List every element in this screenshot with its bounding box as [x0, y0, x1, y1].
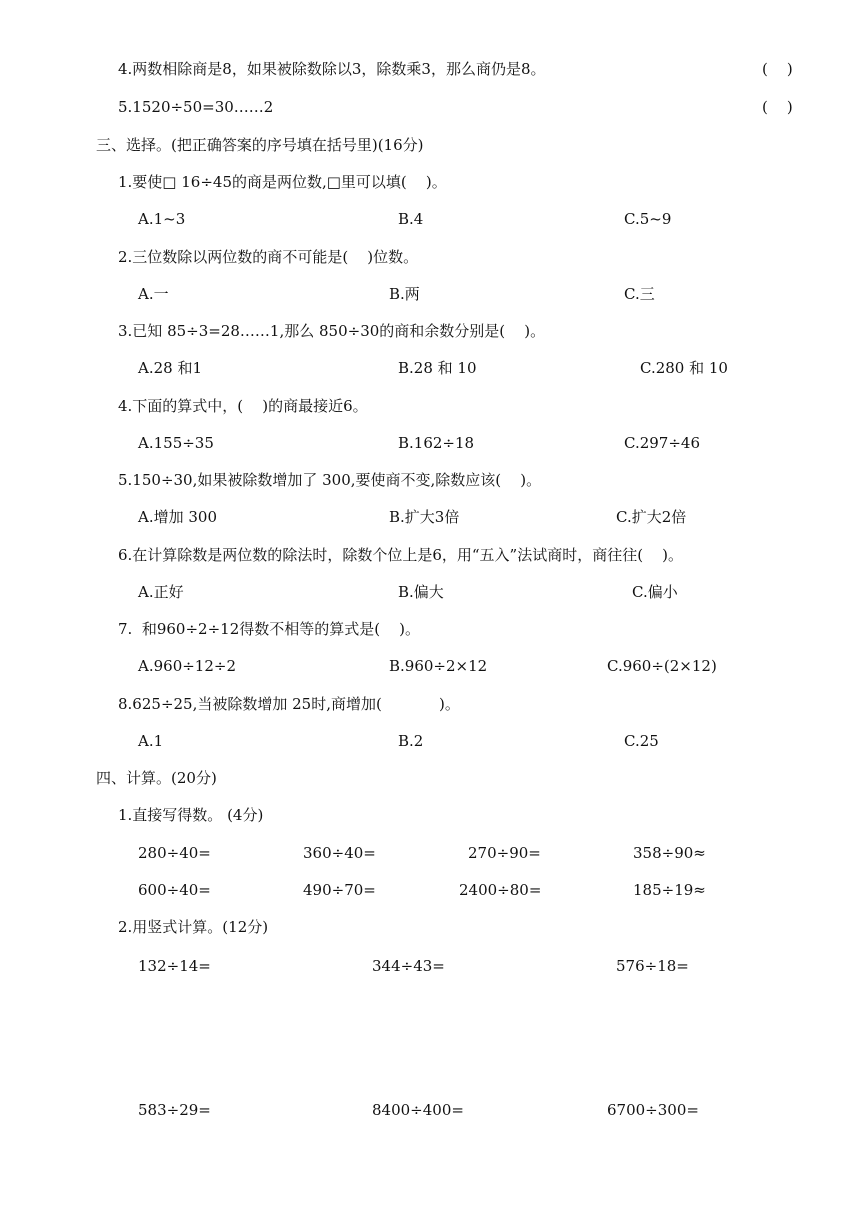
- choice-2-option-c[interactable]: C.三: [624, 285, 655, 303]
- choice-6-option-b[interactable]: B.偏大: [398, 583, 444, 601]
- choice-question-7: 7. 和960÷2÷12得数不相等的算式是( )。: [118, 620, 421, 638]
- choice-question-2: 2.三位数除以两位数的商不可能是( )位数。: [118, 248, 419, 266]
- direct-calc-item[interactable]: 490÷70=: [303, 881, 376, 899]
- direct-calc-item[interactable]: 270÷90=: [468, 844, 541, 862]
- choice-4-option-a[interactable]: A.155÷35: [138, 434, 214, 452]
- choice-1-option-c[interactable]: C.5~9: [624, 210, 672, 228]
- choice-8-option-c[interactable]: C.25: [624, 732, 659, 750]
- vertical-calc-item[interactable]: 8400÷400=: [372, 1101, 464, 1119]
- choice-question-5: 5.150÷30,如果被除数增加了 300,要使商不变,除数应该( )。: [118, 471, 542, 489]
- answer-blank-5[interactable]: ( ): [762, 98, 793, 116]
- choice-7-option-c[interactable]: C.960÷(2×12): [607, 657, 717, 675]
- choice-3-option-b[interactable]: B.28 和 10: [398, 359, 477, 377]
- choice-5-option-a[interactable]: A.增加 300: [138, 508, 217, 526]
- judge-item-4: 4.两数相除商是8，如果被除数除以3，除数乘3，那么商仍是8。: [118, 60, 546, 78]
- section-heading-choice: 三、选择。(把正确答案的序号填在括号里)(16分): [96, 136, 424, 154]
- vertical-calc-item[interactable]: 132÷14=: [138, 957, 211, 975]
- choice-4-option-b[interactable]: B.162÷18: [398, 434, 475, 452]
- choice-2-option-a[interactable]: A.一: [138, 285, 169, 303]
- choice-2-option-b[interactable]: B.两: [389, 285, 420, 303]
- choice-8-option-a[interactable]: A.1: [138, 732, 164, 750]
- choice-6-option-c[interactable]: C.偏小: [632, 583, 678, 601]
- choice-5-option-b[interactable]: B.扩大3倍: [389, 508, 460, 526]
- choice-8-option-b[interactable]: B.2: [398, 732, 424, 750]
- choice-4-option-c[interactable]: C.297÷46: [624, 434, 700, 452]
- choice-3-option-a[interactable]: A.28 和1: [138, 359, 202, 377]
- direct-calc-item[interactable]: 600÷40=: [138, 881, 211, 899]
- choice-question-8: 8.625÷25,当被除数增加 25时,商增加( )。: [118, 695, 460, 713]
- direct-calc-item[interactable]: 358÷90≈: [633, 844, 706, 862]
- choice-question-1: 1.要使□ 16÷45的商是两位数,□里可以填( )。: [118, 173, 447, 191]
- vertical-calc-item[interactable]: 583÷29=: [138, 1101, 211, 1119]
- direct-calc-item[interactable]: 280÷40=: [138, 844, 211, 862]
- choice-7-option-a[interactable]: A.960÷12÷2: [138, 657, 236, 675]
- choice-question-4: 4.下面的算式中，( )的商最接近6。: [118, 397, 368, 415]
- answer-blank-4[interactable]: ( ): [762, 60, 793, 78]
- direct-calc-label: 1.直接写得数。 (4分): [118, 806, 264, 824]
- choice-question-6: 6.在计算除数是两位数的除法时，除数个位上是6，用“五入”法试商时，商往往( )。: [118, 546, 683, 564]
- vertical-calc-item[interactable]: 344÷43=: [372, 957, 445, 975]
- vertical-calc-label: 2.用竖式计算。(12分): [118, 918, 269, 936]
- choice-1-option-b[interactable]: B.4: [398, 210, 424, 228]
- direct-calc-item[interactable]: 185÷19≈: [633, 881, 706, 899]
- vertical-calc-item[interactable]: 6700÷300=: [607, 1101, 699, 1119]
- direct-calc-item[interactable]: 2400÷80=: [459, 881, 542, 899]
- judge-item-5: 5.1520÷50=30……2: [118, 98, 274, 116]
- section-heading-calculation: 四、计算。(20分): [96, 769, 217, 787]
- vertical-calc-item[interactable]: 576÷18=: [616, 957, 689, 975]
- choice-7-option-b[interactable]: B.960÷2×12: [389, 657, 488, 675]
- choice-question-3: 3.已知 85÷3=28……1,那么 850÷30的商和余数分别是( )。: [118, 322, 546, 340]
- choice-6-option-a[interactable]: A.正好: [138, 583, 184, 601]
- choice-3-option-c[interactable]: C.280 和 10: [640, 359, 728, 377]
- choice-1-option-a[interactable]: A.1~3: [138, 210, 186, 228]
- choice-5-option-c[interactable]: C.扩大2倍: [616, 508, 687, 526]
- direct-calc-item[interactable]: 360÷40=: [303, 844, 376, 862]
